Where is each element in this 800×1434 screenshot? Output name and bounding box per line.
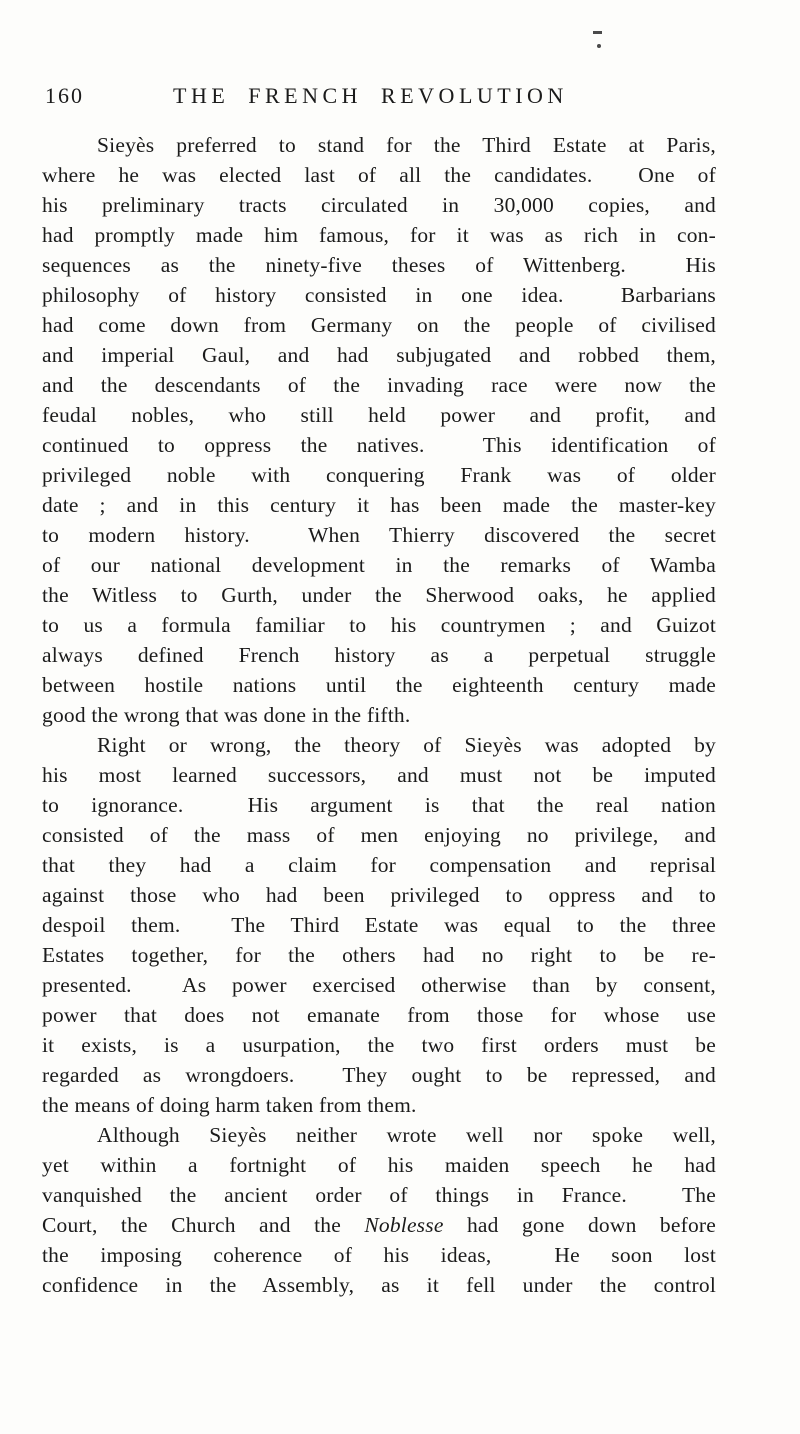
text-line: privileged noble with conquering Frank was of older	[42, 463, 716, 487]
text-line: sequences as the ninety-five theses of Wittenberg. His	[42, 253, 716, 277]
text-line: power that does not emanate from those for whose use	[42, 1003, 716, 1027]
text-line: against those who had been privileged to oppress and to	[42, 883, 716, 907]
running-title: THE FRENCH REVOLUTION	[173, 83, 568, 108]
paragraph	[42, 1120, 716, 1300]
paragraph	[42, 730, 716, 1120]
text-line: date ; and in this century it has been made the master-key	[42, 493, 716, 517]
page-number: 160	[45, 83, 84, 108]
text-line: his preliminary tracts circulated in 30,000 copies, and	[42, 193, 716, 217]
text-line: Estates together, for the others had no right to be re-	[42, 943, 716, 967]
scan-speck-dash	[593, 31, 602, 34]
text-line: despoil them. The Third Estate was equal to the three	[42, 913, 716, 937]
text-line: of our national development in the remarks of Wamba	[42, 553, 716, 577]
text-line: to modern history. When Thierry discovered the secret	[42, 523, 716, 547]
text-line: consisted of the mass of men enjoying no privilege, and	[42, 823, 716, 847]
text-line: to us a formula familiar to his countrymen ; and Guizot	[42, 613, 716, 637]
page-text	[42, 130, 716, 1300]
text-line: and the descendants of the invading race were now the	[42, 373, 716, 397]
text-line: vanquished the ancient order of things in France. The	[42, 1183, 716, 1207]
text-line: always defined French history as a perpetual struggle	[42, 643, 716, 667]
text-line: yet within a fortnight of his maiden speech he had	[42, 1153, 716, 1177]
text-line: continued to oppress the natives. This identification of	[42, 433, 716, 457]
text-run: Court, the Church and the	[42, 1213, 365, 1237]
scan-speck-dot	[597, 44, 601, 48]
text-line: had promptly made him famous, for it was as rich in con-	[42, 223, 716, 247]
text-line: philosophy of history consisted in one idea. Barbarians	[42, 283, 716, 307]
text-line: Right or wrong, the theory of Sieyès was adopted by	[97, 733, 716, 757]
text-line: regarded as wrongdoers. They ought to be repressed, and	[42, 1063, 716, 1087]
text-line	[42, 1210, 716, 1240]
text-line: had come down from Germany on the people of civilised	[42, 313, 716, 337]
text-line: confidence in the Assembly, as it fell under the control	[42, 1273, 716, 1297]
text-line: to ignorance. His argument is that the real nation	[42, 793, 716, 817]
text-line: between hostile nations until the eighteenth century made	[42, 673, 716, 697]
text-line: Although Sieyès neither wrote well nor spoke well,	[97, 1123, 716, 1147]
text-line: the imposing coherence of his ideas, He soon lost	[42, 1243, 716, 1267]
text-line: presented. As power exercised otherwise than by consent,	[42, 973, 716, 997]
italic-text: Noblesse	[364, 1213, 444, 1237]
text-line: feudal nobles, who still held power and profit, and	[42, 403, 716, 427]
text-line: where he was elected last of all the candidates. One of	[42, 163, 716, 187]
paragraph	[42, 130, 716, 730]
text-line: the means of doing harm taken from them.	[42, 1093, 417, 1117]
text-line: that they had a claim for compensation and reprisal	[42, 853, 716, 877]
text-run: had gone down before	[443, 1213, 717, 1237]
text-line: Sieyès preferred to stand for the Third Estate at Paris,	[97, 133, 716, 157]
text-line: and imperial Gaul, and had subjugated and robbed them,	[42, 343, 716, 367]
text-line: good the wrong that was done in the fifth.	[42, 703, 411, 727]
page-header	[45, 83, 755, 111]
text-line: it exists, is a usurpation, the two first orders must be	[42, 1033, 716, 1057]
text-line: his most learned successors, and must not be imputed	[42, 763, 716, 787]
text-line: the Witless to Gurth, under the Sherwood oaks, he applied	[42, 583, 716, 607]
